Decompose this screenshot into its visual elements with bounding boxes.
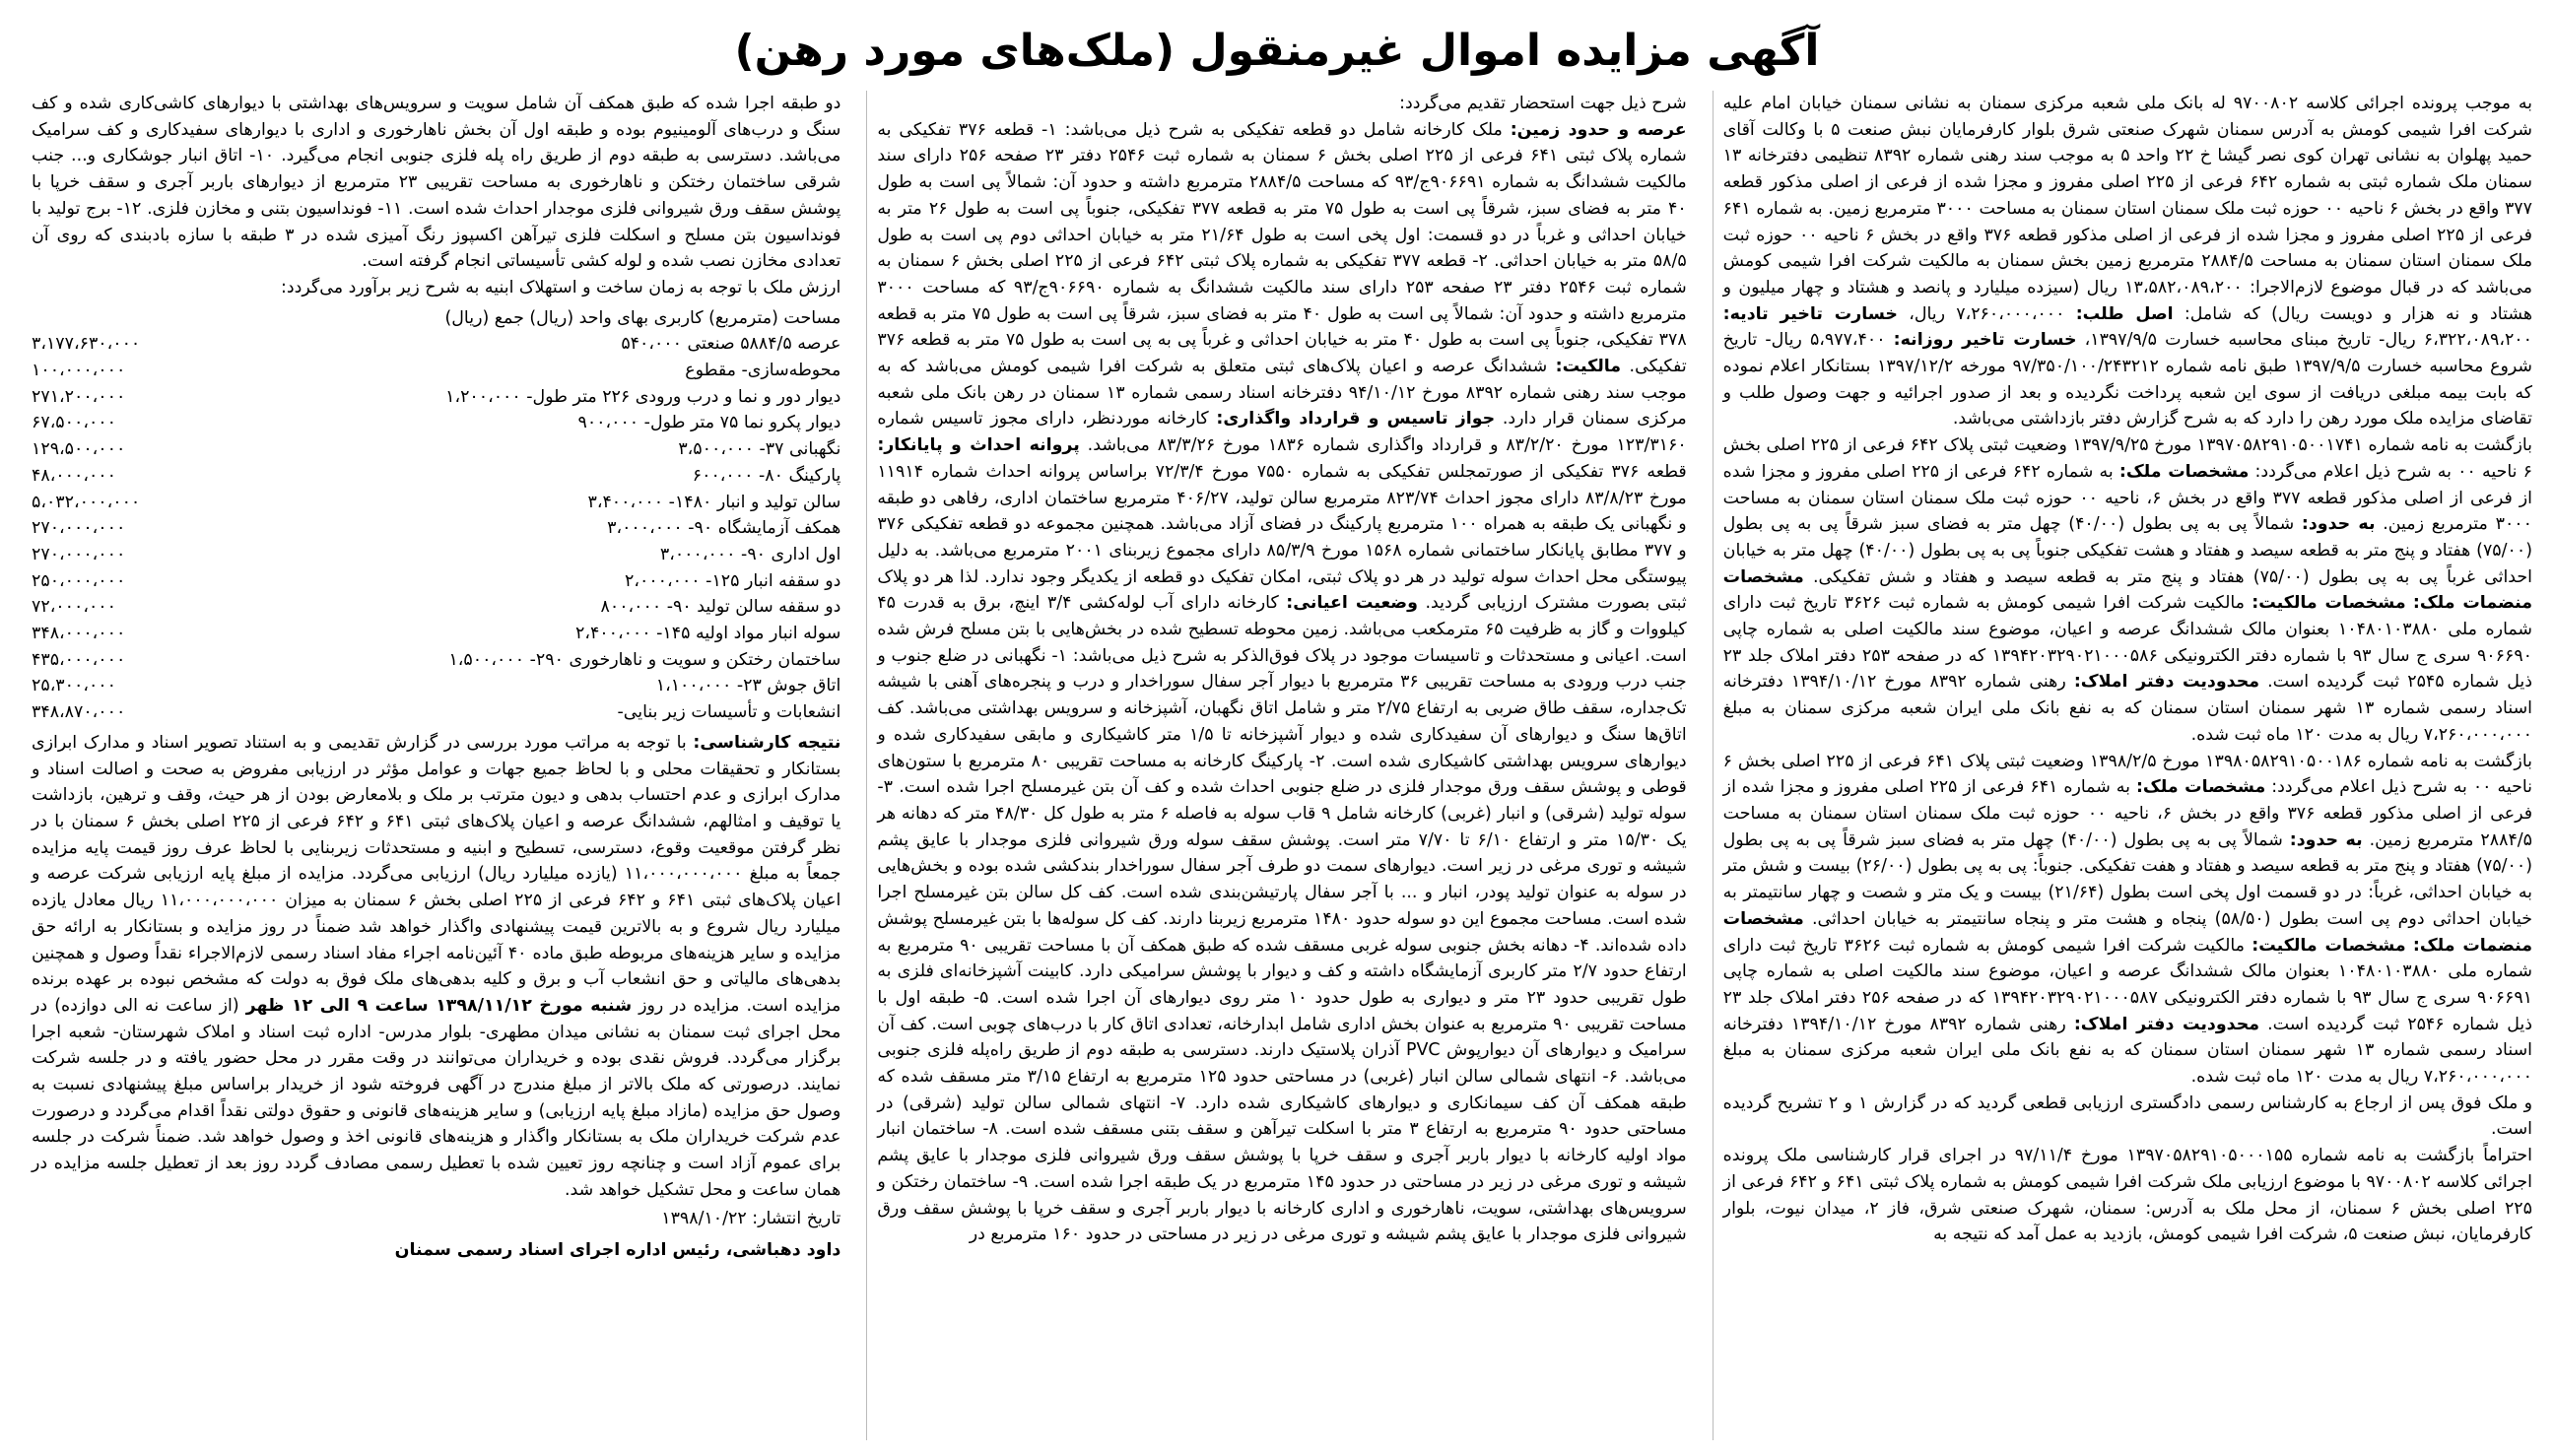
valuation-value: ۳۴۸،۰۰۰،۰۰۰ [32,624,126,644]
bold-text: مشخصات منضمات ملک: [1722,566,2532,614]
bold-text: محدودیت دفتر املاک: [2073,1014,2260,1034]
valuation-value: ۲۷۱،۲۰۰،۰۰۰ [32,386,126,407]
valuation-row [32,647,840,674]
text: قطعه ۳۷۶ تفکیکی از صورتمجلس تفکیکی به شماره ۷۵۵۰ مورخ ۷۲/۳/۴ براساس پروانه احداث شماره ۱۱۹۱۴ مورخ ۸۳/۸/۲۳ دارای مجوز احداث ۸۲۳/۷۴ مترمربع سالن تولید، ۴۰۶/۲۷ مترمربع ساختمان اداری، رفاهی دو طبقه و نگهبانی یک طبقه به همراه ۱۰۰ مترمربع پارکینگ در فضای آزاد می‌باشد. همچنین مجموعه دو قطعه تفکیکی ۳۷۶ و ۳۷۷ مطابق پایانکار ساختمانی شماره ۱۵۶۸ مورخ ۸۵/۳/۹ دارای مجموع زیربنای ۲۰۰۱ مترمربع می‌باشد. به دلیل پیوستگی محل احداث سوله تولید در هر دو پلاک ثبتی، امکان تفکیک دو قطعه از یکدیگر وجود ندارد. لذا هر دو پلاک ثبتی بصورت مشترک ارزیابی گردید. [877,461,1687,614]
valuation-label: سالن تولید و انبار ۱۴۸۰- ۳،۴۰۰،۰۰۰ [587,492,841,512]
valuation-row [32,542,840,568]
valuation-row [32,463,840,490]
valuation-row [32,621,840,647]
text: (از ساعت نه الی دوازده) در محل اجرای ثبت سمنان به نشانی میدان مطهری- بلوار مدرس- اداره ثبت اسناد و املاک شهرستان- شعبه اجرا برگزار می‌گردد. فروش نقدی بوده و خریداران می‌توانند در وقت مقرر در محل حضور یافته و در جلسه شرکت نمایند. درصورتی که ملک بالاتر از مبلغ مندرج در آگهی فروخته شود از خریدار براساس مبلغ پیشنهادی نسبت به وصول حق مزایده (مازاد مبلغ پایه ارزیابی) و سایر هزینه‌های قانونی و حقوق دولتی نقداً اقدام می‌گردد و درصورت عدم شرکت خریداران ملک به بستانکار واگذار و هزینه‌های قانونی اخذ و وصول خواهد شد. ضمناً شرکت در جلسه برای عموم آزاد است و چنانچه روز تعیین شده با تعطیل رسمی مصادف گردد روز بعد از تعطیل جلسه مزایده در همان ساعت و محل تشکیل خواهد شد. [32,995,841,1200]
valuation-label: پارکینگ ۸۰- ۶۰۰،۰۰۰ [692,465,841,486]
paragraph: شرح ذیل جهت استحضار تقدیم می‌گردد: [1399,94,1687,113]
column-1 [1713,91,2532,1440]
valuation-value: ۳،۱۷۷،۶۳۰،۰۰۰ [32,334,141,355]
text: کارخانه موردنظر، دارای مجوز تاسیس شماره ۱۲۳/۳۱۶۰ مورخ ۸۳/۲/۲۰ و قرارداد واگذاری شماره ۱۸۳۶ مورخ ۸۳/۳/۲۶ می‌باشد. [877,409,1687,456]
bold-text: مشخصات مالکیت: [2252,935,2406,956]
valuation-value: ۱۰۰،۰۰۰،۰۰۰ [32,361,126,381]
valuation-label: دیوار پکرو نما ۷۵ متر طول- ۹۰۰،۰۰۰ [577,413,841,433]
text [2406,593,2413,613]
valuation-label: اتاق جوش ۲۳- ۱،۱۰۰،۰۰۰ [655,676,841,696]
paragraph [1723,91,2532,432]
bold-text: محدودیت دفتر املاک: [2073,672,2260,693]
valuation-label: دیوار دور و نما و درب ورودی ۲۲۶ متر طول- ۱،۲۰۰،۰۰۰ [445,386,841,407]
valuation-value: ۵،۰۳۲،۰۰۰،۰۰۰ [32,492,141,512]
valuation-label: اول اداری ۹۰- ۳،۰۰۰،۰۰۰ [659,544,841,564]
text: مالکیت شرکت افرا شیمی کومش به شماره ثبت ۳۶۲۶ تاریخ ثبت دارای شماره ملی ۱۰۴۸۰۱۰۳۸۸۰ بعنوان مالک ششدانگ عرصه و اعیان، موضوع سند مالکیت اصلی به شماره چاپی ۹۰۶۶۹۰ سری ج سال ۹۳ با شماره دفتر الکترونیکی ۱۳۹۴۲۰۳۲۹۰۲۱۰۰۰۵۸۶ که در صفحه ۲۵۳ دفتر املاک جلد ۲۳ ذیل شماره ۲۵۴۵ ثبت گردیده است. [1722,593,2532,693]
valuation-label: انشعابات و تأسیسات زیر بنایی- [617,702,841,723]
text: ملک کارخانه شامل دو قطعه تفکیکی به شرح ذیل می‌باشد: ۱- قطعه ۳۷۶ تفکیکی به شماره پلاک ثبتی ۶۴۱ فرعی از ۲۲۵ اصلی بخش ۶ سمنان به شماره ثبت ۲۵۴۶ دفتر ۲۳ صفحه ۲۵۶ دارای سند مالکیت ششدانگ به شماره ۹۰۶۶۹۱ج/۹۳ که مساحت ۲۸۸۴/۵ مترمربع داشته و حدود آن: شمالاً پی است به طول ۴۰ متر به فضای سبز، شرقاً پی است به طول ۷۵ متر به قطعه ۳۷۷ تفکیکی، جنوباً پی است به طول ۲۶ متر به خیابان احداثی و غرباً در دو قسمت: اول پخی است به طول ۲۱/۶۴ متر به خیابان احداثی دوم پی است به طول ۵۸/۵ متر به خیابان احداثی. ۲- قطعه ۳۷۷ تفکیکی به شماره پلاک ثبتی ۶۴۲ فرعی از ۲۲۵ اصلی بخش ۶ سمنان به شماره ثبت ۲۵۴۶ دفتر ۲۳ صفحه ۲۵۳ دارای سند مالکیت ششدانگ به شماره ۹۰۶۶۹۰ج/۹۳ که مساحت ۳۰۰۰ مترمربع داشته و حدود آن: شمالاً پی است به طول ۴۰ متر به فضای سبز، شرقاً پی است به طول ۷۵ متر به قطعه ۳۷۸ تفکیکی، جنوباً پی است به طول ۴۰ متر به خیابان احداثی و غرباً پی به پی است به طول ۷۵ متر به قطعه ۳۷۶ تفکیکی. [877,119,1687,377]
valuation-label: دو سقفه سالن تولید ۹۰- ۸۰۰،۰۰۰ [600,597,841,618]
valuation-rows [32,331,840,726]
bold-text: مشخصات منضمات ملک: [1722,908,2532,956]
valuation-label: همکف آزمایشگاه ۹۰- ۳،۰۰۰،۰۰۰ [607,518,841,539]
valuation-header: مساحت (مترمربع) کاربری بهای واحد (ریال) جمع (ریال) [444,307,841,328]
valuation-row [32,673,840,699]
text [2406,936,2413,956]
column-3 [22,91,840,1440]
bold-text: مشخصات مالکیت: [2252,593,2406,614]
valuation-row [32,410,840,436]
text: بازگشت به نامه شماره ۱۳۹۸۰۵۸۲۹۱۰۵۰۰۱۸۶ مورخ ۱۳۹۸/۲/۵ وضعیت ثبتی پلاک ۶۴۱ فرعی از ۲۲۵ اصلی بخش ۶ ناحیه ۰۰ به شرح ذیل اعلام می‌گردد: [1722,751,2532,798]
valuation-value: ۶۷،۵۰۰،۰۰۰ [32,413,116,433]
valuation-value: ۳۴۸،۸۷۰،۰۰۰ [32,702,126,723]
text: کارخانه دارای آب لوله‌کشی ۳/۴ اینچ، برق به قدرت ۴۵ کیلووات و گاز به ظرفیت ۶۵ مترمکعب می‌باشد. زمین محوطه تسطیح شده در بخش‌هایی با بتن مسلح فرش شده است. اعیانی و مستحدثات و تاسیسات موجود در پلاک فوق‌الذکر به شرح ذیل می‌باشد: ۱- نگهبانی در ضلع جنوب و جنب درب ورودی به مساحت تقریبی ۳۶ مترمربع با دیوار آجر سفال سوراخدار و درب و پنجره‌های آهنی با شیشه تک‌جداره، سقف طاق ضربی به ارتفاع ۲/۷۵ متر و شامل اتاق نگهبان، آشپزخانه و سرویس بهداشتی می‌باشد. کف اتاق‌ها سنگ و دیوارهای آن سفیدکاری شده و دیوار آشپزخانه تا ۱/۵ متر کاشیکاری و مابقی سفیدکاری شده و دیوارهای سرویس بهداشتی کاشیکاری شده است. ۲- پارکینگ کارخانه به مساحت تقریبی ۸۰ مترمربع با ستون‌های قوطی و پوشش سقف ورق موجدار فلزی در ضلع جنوبی احداث شده و کف آن بتن غیرمسلح اجرا شده است. ۳- سوله تولید (شرقی) و انبار (غربی) کارخانه شامل ۹ قاب سوله به فاصله ۶ متر به طول کل ۴۸/۳۰ متر که دهانه هر یک ۱۵/۳۰ متر و ارتفاع ۶/۱۰ تا ۷/۷۰ متر است. پوشش سقف سوله ورق شیروانی فلزی موجدار با عایق پشم شیشه و توری مرغی در زیر است. دیوارهای سمت دو طرف آجر سفال سوراخدار بندکشی شده بوده و بخش‌هایی در سوله به عنوان تولید پودر، انبار و ... با آجر سفال پارتیشن‌بندی شده است. کف کل سالن بتن غیرمسلح اجرا شده است. مساحت مجموع این دو سوله حدود ۱۴۸۰ مترمربع زیربنا دارند. کف کل سوله‌ها با بتن غیرمسلح پوشش داده شده‌اند. ۴- دهانه بخش جنوبی سوله غربی مسقف شده که طبق همکف آن با مساحت تقریبی ۹۰ مترمربع به ارتفاع حدود ۲/۷ متر کاربری آزمایشگاه داشته و کف و دیوار با پوشش سرامیکی دارد. کابینت آشپزخانه‌ای فلزی به طول تقریبی حدود ۲۳ متر و دیواری به طول حدود ۱۰ متر روی دیوارهای آن اجرا شده است. ۵- طبقه اول با مساحت تقریبی ۹۰ مترمربع به عنوان بخش اداری شامل ابدارخانه، تعدادی اتاق کار با درب‌های چوبی است. کف آن سرامیک و دیوارهای آن دیوارپوش PVC آذران پلاستیک دارند. دسترسی به طبقه دوم از طریق راه‌پله فلزی جنوبی می‌باشد. ۶- انتهای شمالی سالن انبار (غربی) در مساحتی حدود ۱۲۵ مترمربع به ارتفاع ۳/۱۵ متر مسقف شده که طبقه همکف آن کف سیمانکاری و دیوارهای کاشیکاری شده دارد. ۷- انتهای شمالی سالن تولید (شرقی) در مساحتی حدود ۹۰ مترمربع به ارتفاع ۳ متر با اسکلت تیرآهن و سقف بتنی مسقف شده است. ۸- ساختمان انبار مواد اولیه کارخانه با دیوار باربر آجری و سقف خرپا با پوشش سقف ورق شیروانی فلزی موجدار با عایق پشم شیشه و توری مرغی در زیر در مساحتی در حدود ۱۴۵ مترمربع در یک طبقه اجرا شده است. ۹- ساختمان رختکن و سرویس‌های بهداشتی، سویت، ناهارخوری و اداری کارخانه با دیوار باربر آجری و سقف خرپا با پوشش سقف ورق شیروانی فلزی موجدار با عایق پشم شیشه و توری مرغی در زیر در مساحتی در حدود ۱۶۰ مترمربع در [877,593,1687,1245]
valuation-label: دو سقفه انبار ۱۲۵- ۲،۰۰۰،۰۰۰ [625,570,841,591]
paragraph [1723,432,2532,748]
valuation-value: ۲۵۰،۰۰۰،۰۰۰ [32,570,126,591]
bold-text: خسارت تاخیر تادیه: [1722,303,1898,324]
valuation-label: نگهبانی ۳۷- ۳،۵۰۰،۰۰۰ [678,439,841,460]
text: به شماره ۶۴۱ فرعی از ۲۲۵ اصلی مفروز و مجزا شده از فرعی از اصلی مذکور قطعه ۳۷۶ واقع در بخش ۶، ناحیه ۰۰ حوزه ثبت ملک سمنان استان سمنان به مساحت ۲۸۸۴/۵ مترمربع زمین. [1722,777,2532,850]
valuation-row [32,331,840,358]
valuation-value: ۴۳۵،۰۰۰،۰۰۰ [32,649,126,670]
valuation-row [32,699,840,726]
bold-text: عرصه و حدود زمین: [1510,119,1687,140]
paragraph: دو طبقه اجرا شده که طبق همکف آن شامل سویت و سرویس‌های بهداشتی با دیوارهای کاشی‌کاری شده و کف سنگ و درب‌های آلومینیوم بوده و طبقه اول آن بخش ناهارخوری و اداری با دیوارهای سفیدکاری و کف سرامیک می‌باشد. دسترسی به طبقه دوم از طریق راه پله فلزی جنوبی انجام می‌گیرد. ۱۰- اتاق انبار جوشکاری و... جنب شرقی ساختمان رختکن و ناهارخوری به مساحت تقریبی ۲۳ مترمربع از دیوارهای باربر آجری و سقف خرپا با پوشش سقف ورق شیروانی فلزی موجدار احداث شده است. ۱۱- فونداسیون بتنی و مخازن فلزی. ۱۲- برج تولید با فونداسیون بتن مسلح و اسکلت فلزی تیرآهن اکسپوز رنگ آمیزی شده در ۳ طبقه با سازه بادبندی که روی آن تعدادی مخازن نصب شده و لوله کشی تأسیساتی انجام گرفته است. [32,94,841,272]
signature: داود دهباشی، رئیس اداره اجرای اسناد رسمی سمنان [394,1240,841,1261]
valuation-row [32,490,840,516]
valuation-label: سوله انبار مواد اولیه ۱۴۵- ۲،۴۰۰،۰۰۰ [574,624,841,644]
text: شمالاً پی به پی بطول (۴۰/۰۰) چهل متر به فضای سبز شرقاً پی به پی بطول (۷۵/۰۰) هفتاد و پنج متر به قطعه سیصد و هفتاد و هشت تفکیکی جنوباً پی به پی بطول (۴۰/۰۰) چهل متر به خیابان احداثی غرباً پی به پی بطول (۷۵/۰۰) هفتاد و پنج متر به قطعه سیصد و هفتاد و شش تفکیکی. [1722,514,2532,587]
paragraph: احتراماً بازگشت به نامه شماره ۱۳۹۷۰۵۸۲۹۱۰۵۰۰۰۱۵۵ مورخ ۹۷/۱۱/۴ در اجرای قرار کارشناسی ملک پرونده اجرائی کلاسه ۹۷۰۰۸۰۲ با موضوع ارزیابی ملک شرکت افرا شیمی کومش به شماره پلاک ثبتی ۶۴۱ و ۶۴۲ فرعی از ۲۲۵ اصلی بخش ۶ سمنان، از محل ملک به آدرس: سمنان، شهرک صنعتی شرق، فاز ۲، میدان نیوت، بلوار کارفرمایان، نبش صنعت ۵، شرکت افرا شیمی کومش، بازدید به عمل آمد که نتیجه به [1722,1146,2532,1245]
valuation-row [32,436,840,463]
valuation-value: ۲۷۰،۰۰۰،۰۰۰ [32,518,126,539]
column-2 [866,91,1686,1440]
bold-text: جواز تاسیس و قرارداد واگذاری: [1216,409,1496,430]
text: ۶،۳۲۲،۰۸۹،۲۰۰ ریال- تاریخ مبنای محاسبه خسارت ۱۳۹۷/۹/۵، [2076,330,2532,351]
valuation-label: ساختمان رختکن و سویت و ناهارخوری ۲۹۰- ۱،۵۰۰،۰۰۰ [448,649,841,670]
auction-datetime: شنبه مورخ ۱۳۹۸/۱۱/۱۲ ساعت ۹ الی ۱۲ ظهر [245,995,633,1016]
text: رهنی شماره ۸۳۹۲ مورخ ۱۳۹۴/۱۰/۱۲ دفترخانه اسناد رسمی شماره ۱۳ شهر سمنان استان سمنان که به نفع بانک ملی ایران شعبه مرکزی سمنان به مبلغ ۷،۲۶۰،۰۰۰،۰۰۰ ریال به مدت ۱۲۰ ماه ثبت شده. [1722,1014,2532,1088]
valuation-value: ۴۸،۰۰۰،۰۰۰ [32,465,116,486]
text: ۷،۲۶۰،۰۰۰،۰۰۰ ریال، [1897,303,2076,324]
bold-text: مالکیت: [1555,357,1622,377]
bold-text: اصل طلب: [2075,303,2174,324]
text: به شماره ۶۴۲ فرعی از ۲۲۵ اصلی مفروز و مجزا شده از فرعی از اصلی مذکور قطعه ۳۷۷ واقع در بخش ۶، ناحیه ۰۰ حوزه ثبت ملک سمنان استان سمنان به مساحت ۳۰۰۰ مترمربع زمین. [1722,461,2532,535]
bold-text: خسارت تاخیر روزانه: [1893,330,2077,351]
valuation-value: ۲۷۰،۰۰۰،۰۰۰ [32,544,126,564]
bold-text: پروانه احداث و پایانکار: [877,435,1080,456]
valuation-row [32,358,840,384]
text: ششدانگ عرصه و اعیان پلاک‌های ثبتی متعلق به شرکت افرا شیمی کومش می‌باشد که به موجب سند رهنی شماره ۸۳۹۲ مورخ ۹۴/۱۰/۱۲ دفترخانه اسناد رسمی شماره ۱۳ سمنان در رهن بانک ملی شعبه مرکزی سمنان قرار دارد. [877,357,1687,430]
valuation-value: ۲۵،۳۰۰،۰۰۰ [32,676,116,696]
valuation-row [32,568,840,595]
valuation-value: ۷۲،۰۰۰،۰۰۰ [32,597,116,618]
text-columns [22,91,2532,1440]
text: ۵،۹۷۷،۴۰۰ ریال- تاریخ شروع محاسبه خسارت ۱۳۹۷/۹/۵ طبق نامه شماره ۹۷/۳۵۰/۱۰۰/۲۴۳۲۱۲ مورخه ۱۳۹۷/۱۲/۲ بستانکار اعلام نموده که بابت بیمه مبلغی دریافت از سوی این شعبه پرداخت نگردیده و بعد از صدور اجرائیه و جهت وصول طلب و تقاضای مزایده ملک مورد رهن را دارد که به شرح گزارش دفتر بازداشتی می‌باشد. [1722,330,2532,430]
valuation-row [32,594,840,621]
notice-title: آگهی مزایده اموال غیرمنقول (ملک‌های مورد رهن) [734,26,1820,76]
bold-text: به حدود: [2301,514,2376,535]
paragraph [877,117,1686,1248]
publication-date: تاریخ انتشار: ۱۳۹۸/۱۰/۲۲ [661,1208,841,1228]
valuation-row [32,384,840,411]
paragraph [32,730,840,1204]
valuation-label: عرصه ۵۸۸۴/۵ صنعتی ۵۴۰،۰۰۰ [621,334,841,355]
text: بازگشت به نامه شماره ۱۳۹۷۰۵۸۲۹۱۰۵۰۰۱۷۴۱ مورخ ۱۳۹۷/۹/۲۵ وضعیت ثبتی پلاک ۶۴۲ فرعی از ۲۲۵ اصلی بخش ۶ ناحیه ۰۰ به شرح ذیل اعلام می‌گردد: [1722,435,2532,482]
valuation-label: محوطه‌سازی- مقطوع [685,361,841,381]
text: با توجه به مراتب مورد بررسی در گزارش تقدیمی و به استناد تصویر اسناد و مدارک ابرازی بستانکار و تحقیقات محلی و با لحاظ جمیع جهات و عوامل مؤثر در ارزیابی مفروض به صحت و اصالت اسناد و مدارک ابرازی و عدم احتساب بدهی و دیون مترتب بر ملک و بلامعارض بودن از هر حیث، وقف و ترهین، بازداشت یا توقیف و امثالهم، ششدانگ عرصه و اعیان پلاک‌های ثبتی ۶۴۱ و ۶۴۲ فرعی از ۲۲۵ اصلی بخش ۶ سمنان با در نظر گرفتن موقعیت وقوع، دسترسی، تسطیح و ابنیه و مستحدثات زیربنایی با لحاظ عرف روز قیمت پایه مزایده جمعاً به مبلغ ۱۱،۰۰۰،۰۰۰،۰۰۰ (یازده میلیارد ریال) ارزیابی می‌گردد. مزایده از مبلغ پایه ارزیابی شرکت عرصه و اعیان پلاک‌های ثبتی ۶۴۱ و ۶۴۲ فرعی از ۲۲۵ اصلی بخش ۶ سمنان به میزان ۱۱،۰۰۰،۰۰۰،۰۰۰ ریال معادل یازده میلیارد ریال شروع و به بالاترین قیمت پیشنهادی واگذار خواهد شد ضمناً در روز مزایده و بستانکار به ارائه حق مزایده و سایر هزینه‌های مربوطه طبق ماده ۴۰ آئین‌نامه اجراء مفاد اسناد رسمی لازم‌الاجراء نقداً وصول و همچنین بدهی‌های مالیاتی و حق انشعاب آب و برق و کلیه بدهی‌های ملک فوق به دولت که مشخص نبوده بر عهده برنده مزایده است. مزایده در روز [32,732,841,1016]
valuation-row [32,515,840,542]
bold-text: به حدود: [2289,829,2363,850]
paragraph: ارزش ملک با توجه به زمان ساخت و استهلاک ابنیه به شرح زیر برآورد می‌گردد: [281,277,841,298]
paragraph: و ملک فوق پس از ارجاع به کارشناس رسمی دادگستری ارزیابی قطعی گردید که در گزارش ۱ و ۲ تشریح گردیده است. [1722,1092,2532,1140]
bold-text: مشخصات ملک: [2118,461,2250,482]
bold-text: مشخصات ملک: [2135,777,2266,798]
bold-text: نتیجه کارشناسی: [693,732,841,753]
paragraph [1723,749,2532,1091]
valuation-value: ۱۲۹،۵۰۰،۰۰۰ [32,439,126,460]
text: رهنی شماره ۸۳۹۲ مورخ ۱۳۹۴/۱۰/۱۲ دفترخانه اسناد رسمی شماره ۱۳ شهر سمنان استان سمنان که به نفع بانک ملی ایران شعبه مرکزی سمنان به مبلغ ۷،۲۶۰،۰۰۰،۰۰۰ ریال به مدت ۱۲۰ ماه ثبت شده. [1722,672,2532,745]
text: شمالاً پی به پی بطول (۴۰/۰۰) چهل متر به فضای سبز شرقاً پی به پی بطول (۷۵/۰۰) هفتاد و پنج متر به قطعه سیصد و هفتاد و هفت تفکیکی. جنوباً: پی به پی بطول (۲۶/۰۰) بیست و شش متر به خیابان احداثی، غرباً: در دو قسمت اول پخی است بطول (۲۱/۶۴) بیست و یک متر و شصت و چهار سانتیمتر به خیابان احداثی دوم پی است بطول (۵۸/۵۰) پنجاه و هشت متر و پنجاه سانتیمتر به خیابان احداثی. [1722,829,2532,929]
bold-text: وضعیت اعیانی: [1286,593,1418,614]
text: مالکیت شرکت افرا شیمی کومش به شماره ثبت ۳۶۲۶ تاریخ ثبت دارای شماره ملی ۱۰۴۸۰۱۰۳۸۸۰ بعنوان مالک ششدانگ عرصه و اعیان، موضوع سند مالکیت اصلی به شماره چاپی ۹۰۶۶۹۱ سری ج سال ۹۳ با شماره دفتر الکترونیکی ۱۳۹۴۲۰۳۲۹۰۲۱۰۰۰۵۸۷ که در صفحه ۲۵۶ دفتر املاک جلد ۲۳ ذیل شماره ۲۵۴۶ ثبت گردیده است. [1722,935,2532,1034]
valuation-table [32,305,840,726]
text: به موجب پرونده اجرائی کلاسه ۹۷۰۰۸۰۲ له بانک ملی شعبه مرکزی سمنان به نشانی سمنان خیابان امام علیه شرکت افرا شیمی کومش به آدرس سمنان شهرک صنعتی شرق بلوار کارفرمایان نبش صنعت ۵ با وکالت آقای حمید پهلوان به نشانی تهران کوی نصر گیشا خ ۲۲ واحد ۵ به موجب سند رهنی شماره ۸۳۹۲ تنظیمی دفترخانه ۱۳ سمنان ملک شماره ثبتی به شماره ۶۴۲ فرعی از ۲۲۵ اصلی مفروز و مجزا شده از فرعی از اصلی مذکور قطعه ۳۷۷ واقع در بخش ۶ ناحیه ۰۰ حوزه ثبت ملک سمنان استان سمنان به مساحت ۳۰۰۰ مترمربع زمین. به شماره ۶۴۱ فرعی از ۲۲۵ اصلی مفروز و مجزا شده از فرعی از اصلی مذکور قطعه ۳۷۶ واقع در بخش ۶ ناحیه ۰۰ حوزه ثبت ملک سمنان استان سمنان به مساحت ۲۸۸۴/۵ مترمربع زمین بخش سمنان به مالکیت شرکت افرا شیمی کومش می‌باشد که در قبال موضوع لازم‌الاجرا: ۱۳،۵۸۲،۰۸۹،۲۰۰ ریال (سیزده میلیارد و پانصد و هشتاد و چهار میلیون و هشتاد و نه هزار و دویست ریال) که شامل: [1722,94,2532,324]
